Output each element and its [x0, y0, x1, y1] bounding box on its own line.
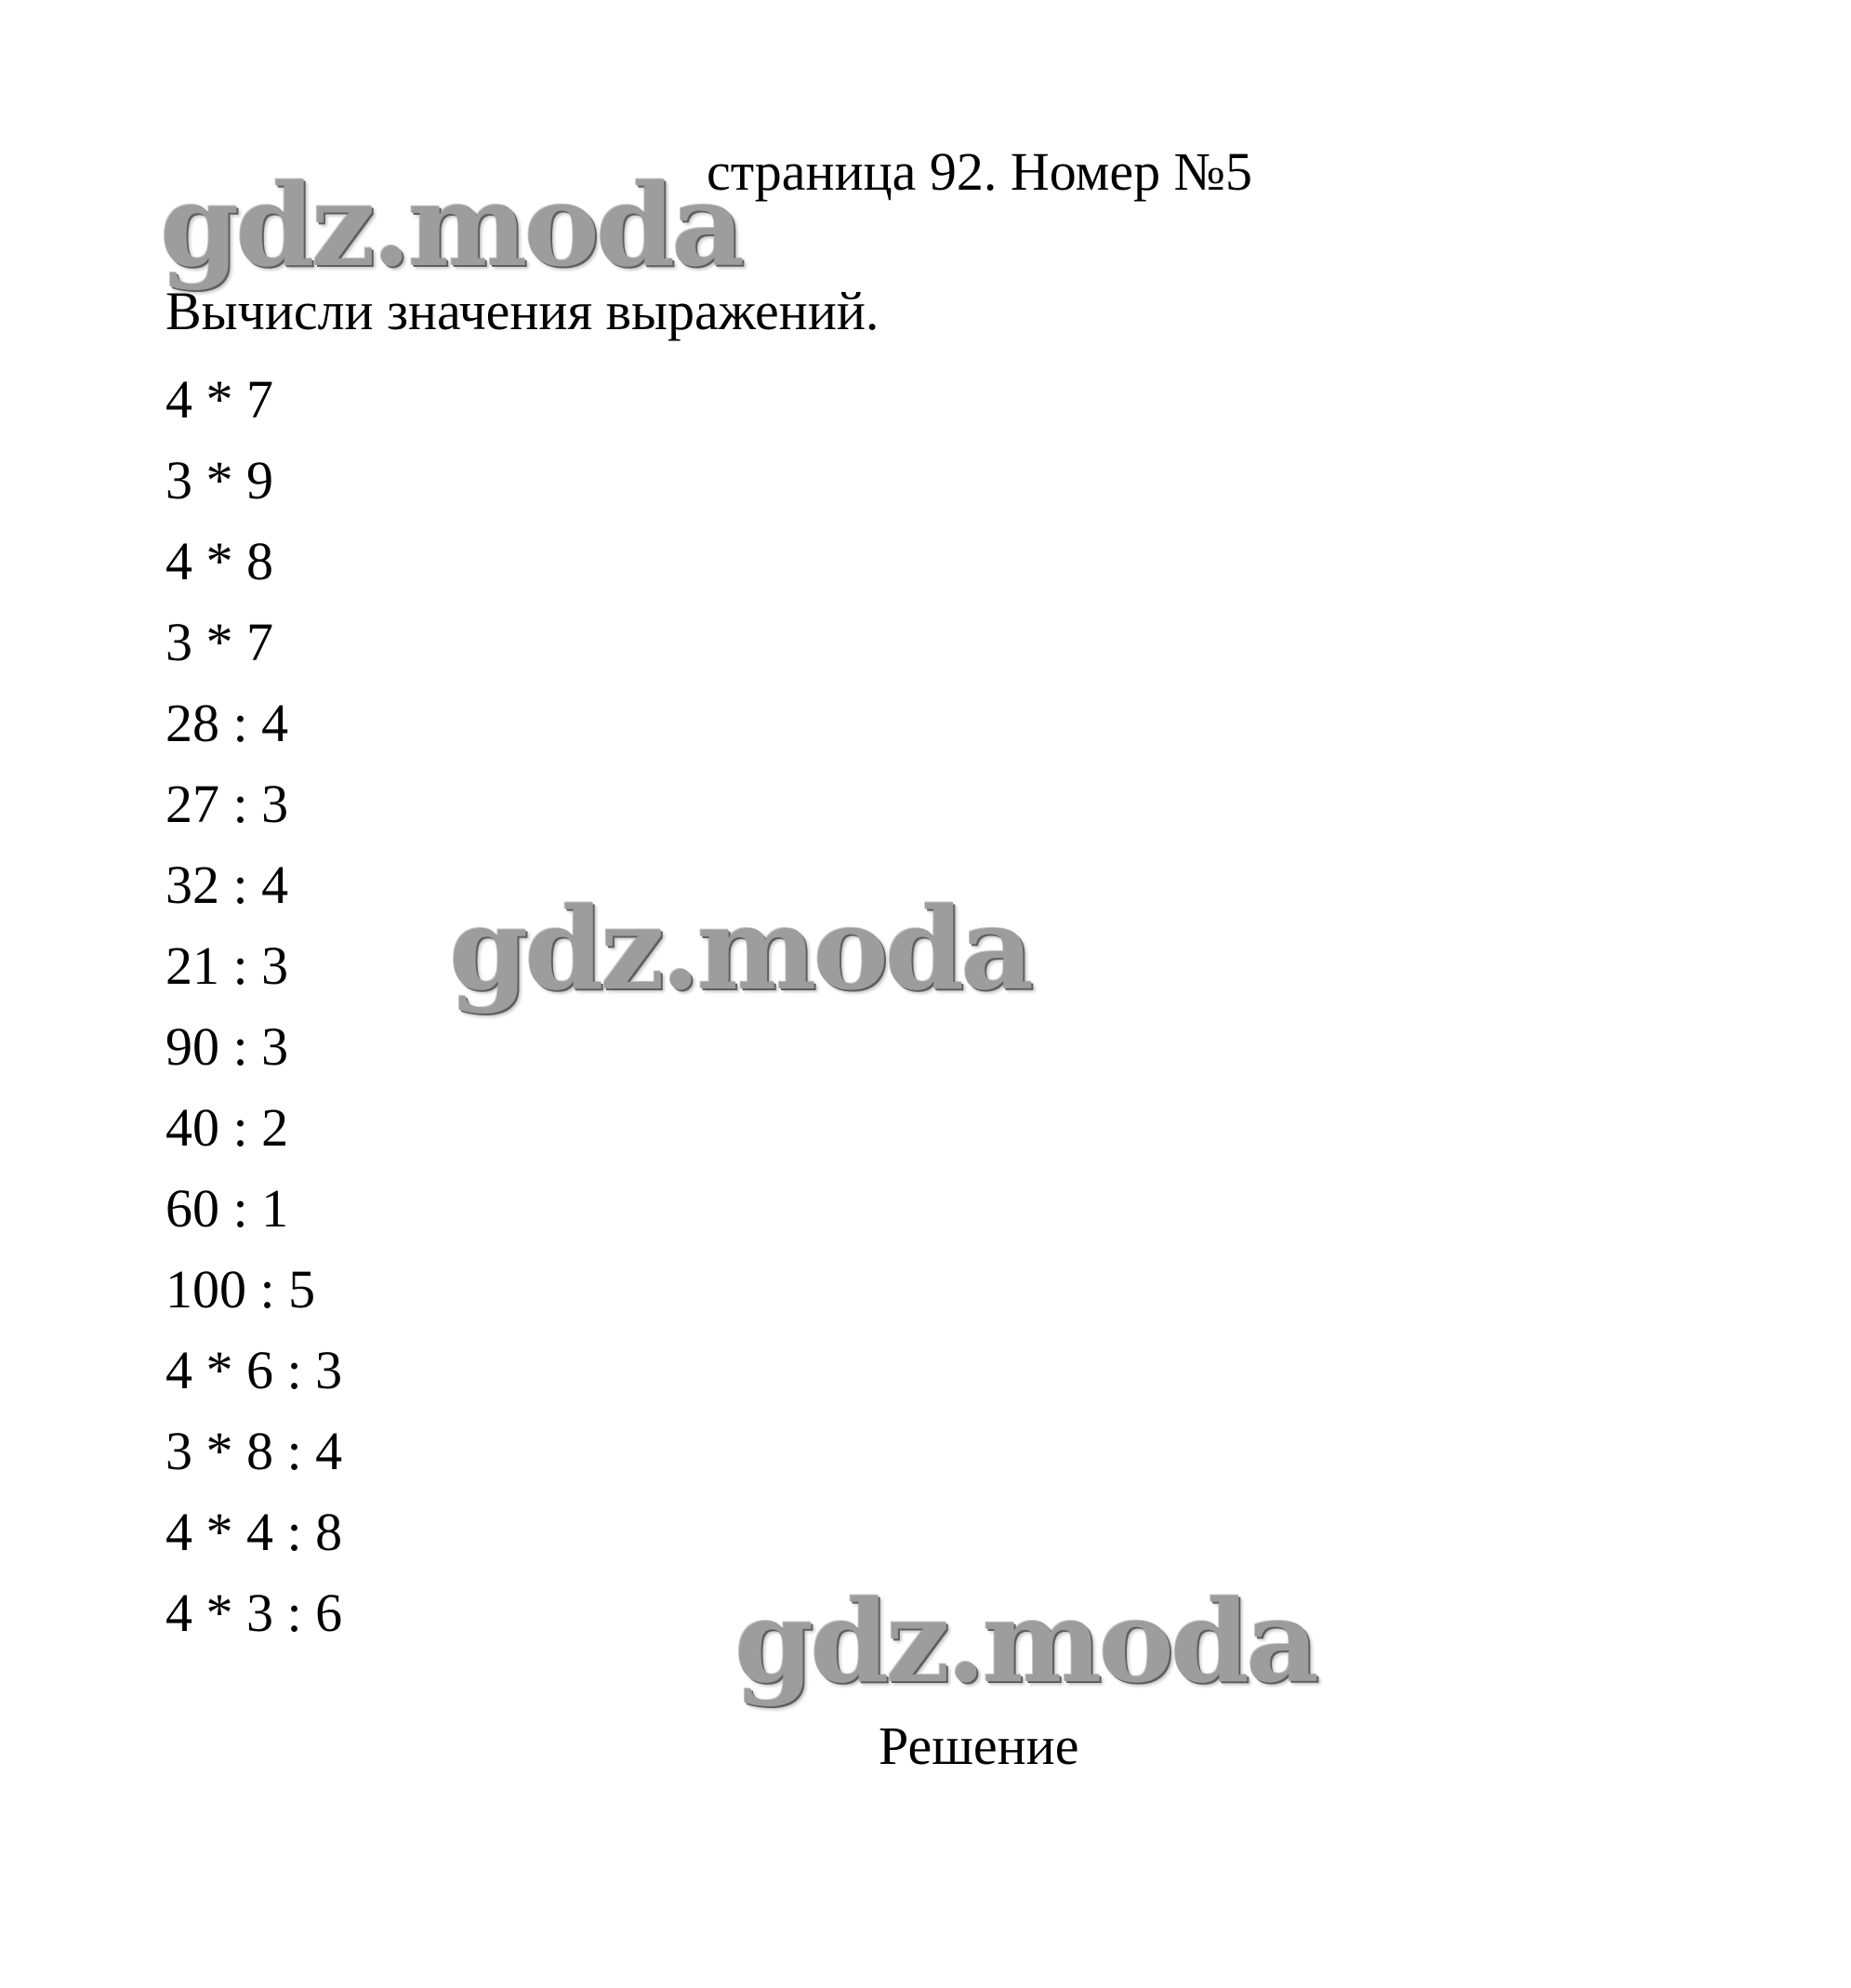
expression-item: 40 : 2 — [165, 1097, 289, 1158]
watermark-logo: gdz.moda — [734, 1574, 1316, 1708]
page-title: страница 92. Номер №5 — [707, 141, 1252, 202]
watermark-logo: gdz.moda — [449, 881, 1031, 1015]
solution-label: Решение — [879, 1716, 1079, 1776]
expression-list — [165, 359, 342, 1653]
expression-item: 28 : 4 — [165, 693, 289, 753]
expression-item: 4 * 4 : 8 — [165, 1502, 343, 1562]
expression-item: 4 * 8 — [165, 531, 273, 591]
expression-item: 90 : 3 — [165, 1016, 289, 1077]
expression-item: 60 : 1 — [165, 1178, 289, 1239]
expression-item: 21 : 3 — [165, 935, 289, 996]
expression-item: 32 : 4 — [165, 855, 289, 915]
watermark-logo: gdz.moda — [160, 158, 742, 292]
expression-item: 100 : 5 — [165, 1259, 316, 1319]
expression-item: 27 : 3 — [165, 774, 289, 834]
expression-item: 4 * 6 : 3 — [165, 1340, 343, 1400]
expression-item: 3 * 7 — [165, 612, 273, 672]
expression-item: 3 * 9 — [165, 450, 273, 510]
expression-item: 4 * 3 : 6 — [165, 1583, 343, 1643]
expression-item: 3 * 8 : 4 — [165, 1421, 343, 1481]
expression-item: 4 * 7 — [165, 369, 273, 430]
task-instruction: Вычисли значения выражений. — [165, 281, 879, 341]
